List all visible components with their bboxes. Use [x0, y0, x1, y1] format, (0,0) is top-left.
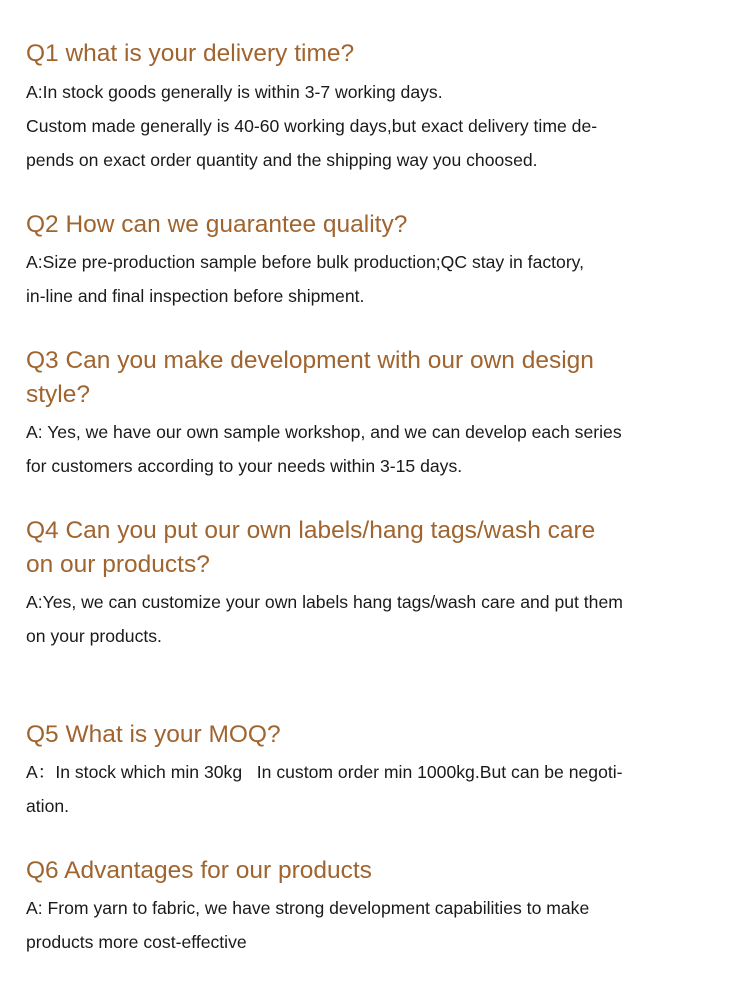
faq-answer-4-line-1: A:Yes, we can customize your own labels hang tags/wash care and put them — [26, 592, 623, 612]
faq-question-2: Q2 How can we guarantee quality? — [26, 211, 408, 238]
faq-question-3-line-1: Q3 Can you make development with our own design — [26, 347, 594, 374]
faq-answer-3-line-2: for customers according to your needs within 3-15 days. — [26, 456, 463, 476]
faq-question-3-line-2: style? — [26, 381, 91, 408]
faq-answer-6-line-1: A: From yarn to fabric, we have strong development capabilities to make — [26, 898, 590, 918]
faq-question-1: Q1 what is your delivery time? — [26, 40, 355, 67]
faq-answer-6-line-2: products more cost-effective — [26, 932, 247, 952]
faq-answer-2-line-2: in-line and final inspection before shipment. — [26, 286, 365, 306]
faq-answer-1-line-1: A:In stock goods generally is within 3-7 working days. — [26, 82, 443, 102]
faq-answer-2-line-1: A:Size pre-production sample before bulk production;QC stay in factory, — [26, 252, 585, 272]
faq-answer-5-line-1: A：In stock which min 30kg In custom order min 1000kg.But can be negoti- — [26, 762, 623, 782]
faq-question-5: Q5 What is your MOQ? — [26, 721, 281, 748]
faq-answer-1-line-3: pends on exact order quantity and the shipping way you choosed. — [26, 150, 538, 170]
faq-question-4-line-2: on our products? — [26, 551, 210, 578]
faq-answer-4-line-2: on your products. — [26, 626, 162, 646]
faq-answer-5-line-2: ation. — [26, 796, 70, 816]
faq-question-4-line-1: Q4 Can you put our own labels/hang tags/wash care — [26, 517, 596, 544]
faq-answer-3-line-1: A: Yes, we have our own sample workshop, and we can develop each series — [26, 422, 622, 442]
faq-question-6: Q6 Advantages for our products — [26, 857, 372, 884]
faq-answer-1-line-2: Custom made generally is 40-60 working days,but exact delivery time de- — [26, 116, 598, 136]
